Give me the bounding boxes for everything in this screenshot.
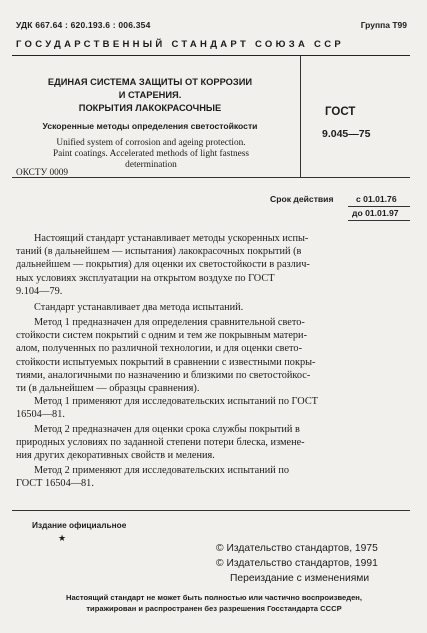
validity-underline — [348, 206, 410, 207]
udk-code: УДК 667.64 : 620.193.6 : 006.354 — [16, 20, 151, 30]
validity-from: с 01.01.76 — [356, 194, 397, 204]
title-frame-divider — [300, 56, 301, 178]
standard-banner: ГОСУДАРСТВЕННЫЙ СТАНДАРТ СОЮЗА ССР — [16, 39, 345, 50]
validity-label: Срок действия — [270, 194, 334, 204]
top-rule — [12, 55, 410, 56]
copyright-1991: © Издательство стандартов, 1991 — [216, 558, 378, 569]
copyright-1975: © Издательство стандартов, 1975 — [216, 543, 378, 554]
title-frame-bottom — [12, 177, 410, 178]
paragraph-methods: Стандарт устанавливает два метода испытаний. — [34, 302, 244, 313]
validity-to: до 01.01.97 — [352, 208, 399, 218]
star-icon: ★ — [58, 533, 67, 543]
russian-subtitle: Ускоренные методы определения светостойкости — [42, 121, 258, 131]
official-edition-label: Издание официальное — [32, 520, 127, 530]
paragraph-scope: Настоящий стандарт устанавливает методы ускоренных испы- таний (в дальнейшем — испытания) лакокрасочных покрытий (в дальнейшем — покрытия) для оценки их светостойкости в различ- ных условиях эксплуатации на открытом воздухе по ГОСТ 9.104—79. — [16, 233, 310, 297]
group-code: Группа Т99 — [360, 20, 407, 30]
gost-number: 9.045—75 — [322, 128, 371, 140]
paragraph-method-1: Метод 1 предназначен для определения сравнительной свето- стойкости систем покрытий с одним и тем же покрывным матери- алом, полученных по различной технологии, и для оценки свето- стойкости испытуемых покрытий в сравнении с известными покры- тиями, аналогичными по назначению и близкими по светостойкос- ти (в дальнейшем — образцы сравнения). — [16, 317, 316, 395]
gost-label: ГОСТ — [325, 106, 356, 118]
validity-underline-2 — [348, 220, 410, 221]
reproduction-notice: Настоящий стандарт не может быть полностью или частично воспроизведен, тиражирован и распространен без разрешения Госстандарта СССР — [65, 593, 363, 613]
paragraph-method-2-use: Метод 2 применяют для исследовательских испытаний по ГОСТ 16504—81. — [16, 465, 289, 490]
reprint-note: Переиздание с изменениями — [230, 573, 370, 584]
paragraph-method-1-use: Метод 1 применяют для исследовательских испытаний по ГОСТ 16504—81. — [16, 396, 318, 421]
russian-title: ЕДИНАЯ СИСТЕМА ЗАЩИТЫ ОТ КОРРОЗИИ И СТАРЕНИЯ. ПОКРЫТИЯ ЛАКОКРАСОЧНЫЕ — [47, 77, 253, 113]
paragraph-method-2: Метод 2 предназначен для оценки срока службы покрытий в природных условиях по заданной степени потери блеска, измене- ния других декоративных свойств и меления. — [16, 424, 305, 462]
footer-rule — [12, 510, 410, 511]
okstu-code: ОКСТУ 0009 — [16, 168, 69, 178]
english-title: Unified system of corrosion and ageing protection. Paint coatings. Accelerated methods of light fastness determination — [53, 138, 249, 170]
